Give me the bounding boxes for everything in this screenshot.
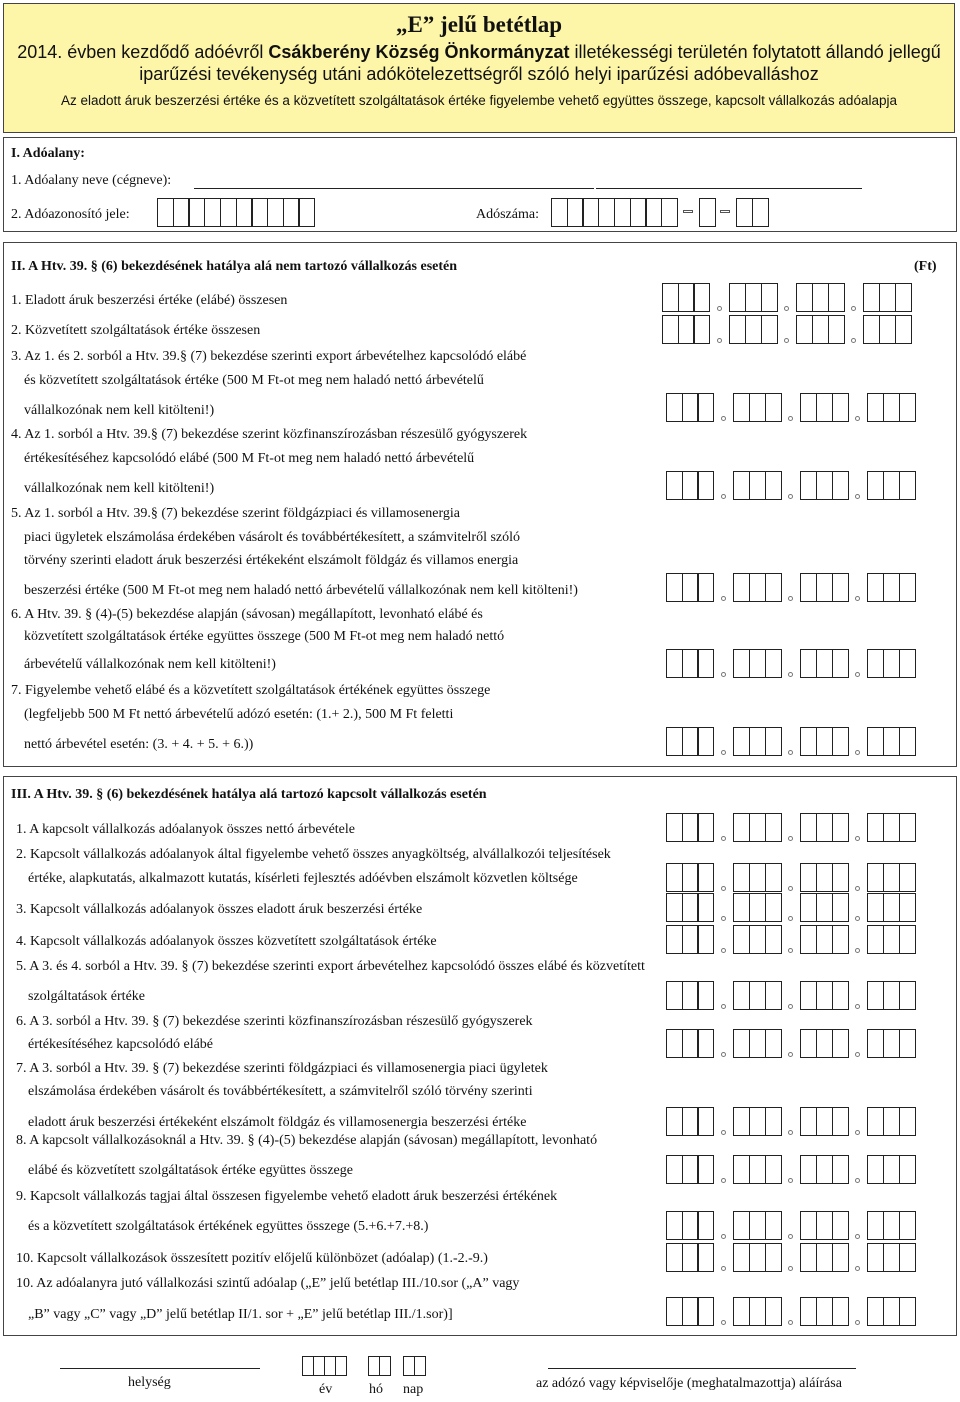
section-2-row-2-text: 2. Közvetített szolgáltatások értéke összesen xyxy=(11,323,261,338)
section-3-row-10-text: 10. Kapcsolt vállalkozások összesített pozitív előjelű különbözet (adóalap) (1.-2.-9.) xyxy=(16,1251,488,1266)
section-2-row-5-amount[interactable] xyxy=(666,573,914,602)
section-2-row-5-text: piaci ügyletek elszámolása érdekében vásárolt és továbbértékesített, a számvitelről szóló xyxy=(24,530,521,545)
section-3-title: III. A Htv. 39. § (6) bekezdésének hatálya alá tartozó kapcsolt vállalkozás esetén xyxy=(11,787,487,802)
form-title: „E” jelű betétlap xyxy=(395,12,563,37)
section-3-row-3-text: 3. Kapcsolt vállalkozás adóalanyok összes eladott áruk beszerzési értéke xyxy=(16,902,423,917)
day-label: nap xyxy=(403,1382,424,1397)
taxpayer-name-field[interactable] xyxy=(194,188,594,189)
section-3-row-5-text: 5. A 3. és 4. sorból a Htv. 39. § (7) bekezdése szerinti export árbevételhez kapcsolódó összes elábé és közvetített xyxy=(16,959,645,974)
section-1-panel xyxy=(3,137,957,232)
section-2-row-4-text: vállalkozónak nem kell kitölteni!) xyxy=(24,481,215,496)
tax-number-field[interactable] xyxy=(551,198,768,227)
place-label: helység xyxy=(128,1375,171,1390)
section-2-row-6-amount[interactable] xyxy=(666,649,914,678)
section-2-row-4-text: értékesítéséhez kapcsolódó elábé (500 M Ft-ot meg nem haladó nettó árbevételű xyxy=(24,451,475,466)
section-3-row-9-text: és a közvetített szolgáltatások értékének együttes összege (5.+6.+7.+8.) xyxy=(28,1219,429,1234)
section-3-row-2-amount[interactable] xyxy=(666,863,914,892)
taxpayer-name-field-2[interactable] xyxy=(596,188,862,189)
section-3-row-6-text: 6. A 3. sorból a Htv. 39. § (7) bekezdése szerinti közfinanszírozásban részesülő gyógyszerek xyxy=(16,1014,533,1029)
section-2-row-7-text: (legfeljebb 500 M Ft nettó árbevételű adózó esetén: (1.+ 2.), 500 M Ft feletti xyxy=(24,707,454,722)
section-2-row-4-text: 4. Az 1. sorból a Htv. 39.§ (7) bekezdése szerint közfinanszírozásban részesülő gyógyszerek xyxy=(11,427,528,442)
section-3-row-5-amount[interactable] xyxy=(666,981,914,1010)
month-label: hó xyxy=(369,1382,383,1397)
section-2-row-6-text: árbevételű vállalkozónak nem kell kitölteni!) xyxy=(24,657,276,672)
section-2-row-3-text: 3. Az 1. és 2. sorból a Htv. 39.§ (7) bekezdése szerinti export árbevételhez kapcsolódó elábé xyxy=(11,349,527,364)
header-panel xyxy=(3,3,955,133)
section-2-row-3-text: és közvetített szolgáltatások értéke (500 M Ft-ot meg nem haladó nettó árbevételű xyxy=(24,373,484,388)
section-3-row-1-amount[interactable] xyxy=(666,813,914,842)
section-2-row-7-text: 7. Figyelembe vehető elábé és a közvetített szolgáltatások értékének együttes összege xyxy=(11,683,491,698)
date-month-field[interactable] xyxy=(368,1356,390,1376)
section-3-row-9-text: 9. Kapcsolt vállalkozás tagjai által összesen figyelembe vehető eladott áruk beszerzési értékének xyxy=(16,1189,558,1204)
section-3-row-1-text: 1. A kapcsolt vállalkozás adóalanyok összes nettó árbevétele xyxy=(16,822,356,837)
tax-id-field[interactable] xyxy=(157,198,314,227)
section-2-row-5-text: törvény szerinti eladott áruk beszerzési értékeként elszámolt földgáz és villamos energia xyxy=(24,553,519,568)
section-2-row-1-amount[interactable] xyxy=(662,283,910,312)
date-year-field[interactable] xyxy=(302,1356,346,1376)
section-3-row-4-amount[interactable] xyxy=(666,925,914,954)
section-2-row-7-text: nettó árbevétel esetén: (3. + 4. + 5. + 6.)) xyxy=(24,737,254,752)
section-2-row-7-amount[interactable] xyxy=(666,727,914,756)
section-3-row-7-amount[interactable] xyxy=(666,1107,914,1136)
section-3-row-7-text: 7. A 3. sorból a Htv. 39. § (7) bekezdése szerinti földgázpiaci és villamosenergia piaci ügyletek xyxy=(16,1061,548,1076)
place-field[interactable] xyxy=(60,1368,260,1369)
section-3-row-6-amount[interactable] xyxy=(666,1029,914,1058)
tax-number-label: Adószáma: xyxy=(476,207,539,222)
header-line-2: iparűzési tevékenység utáni adókötelezettségről szóló helyi iparűzési adóbevalláshoz xyxy=(139,64,819,84)
section-3-row-8-amount[interactable] xyxy=(666,1155,914,1184)
section-3-row-8-text: elábé és közvetített szolgáltatások értéke együttes összege xyxy=(28,1163,353,1178)
section-3-row-7-text: eladott áruk beszerzési értékeként elszámolt földgáz és villamosenergia beszerzési értéke xyxy=(28,1115,527,1130)
header-line-1: 2014. évben kezdődő adóévről Csákberény Község Önkormányzat illetékességi területén folytatott állandó jellegű xyxy=(17,42,941,62)
section-2-row-6-text: 6. A Htv. 39. § (4)-(5) bekezdése alapján (sávosan) megállapított, levonható elábé és xyxy=(11,607,483,622)
date-day-field[interactable] xyxy=(403,1356,425,1376)
section-2-row-5-text: beszerzési értéke (500 M Ft-ot meg nem haladó nettó árbevételű vállalkozónak nem kell kitölteni!) xyxy=(24,583,578,598)
section-2-row-4-amount[interactable] xyxy=(666,471,914,500)
section-3-row-8-text: 8. A kapcsolt vállalkozásoknál a Htv. 39. § (4)-(5) bekezdése alapján (sávosan) megállapított, levonható xyxy=(16,1133,598,1148)
section-3-row-3-amount[interactable] xyxy=(666,893,914,922)
section-3-row-2-text: 2. Kapcsolt vállalkozás adóalanyok által figyelembe vehető összes anyagköltség, alvállalkozói teljesítések xyxy=(16,847,611,862)
section-2-row-6-text: közvetített szolgáltatások értéke együttes összege (500 M Ft-ot meg nem haladó nettó xyxy=(24,629,505,644)
section-2-title: II. A Htv. 39. § (6) bekezdésének hatálya alá nem tartozó vállalkozás esetén xyxy=(11,259,458,274)
section-3-row-11-amount[interactable] xyxy=(666,1297,914,1326)
section-3-row-11-text: „B” vagy „C” vagy „D” jelű betétlap II/1. sor + „E” jelű betétlap III./1.sor)] xyxy=(28,1307,453,1322)
section-2-row-1-text: 1. Eladott áruk beszerzési értéke (elábé) összesen xyxy=(11,293,288,308)
taxpayer-name-label: 1. Adóalany neve (cégneve): xyxy=(11,173,172,188)
tax-id-label: 2. Adóazonosító jele: xyxy=(11,207,130,222)
section-3-row-9-amount[interactable] xyxy=(666,1211,914,1240)
section-2-row-3-amount[interactable] xyxy=(666,393,914,422)
section-2-row-5-text: 5. Az 1. sorból a Htv. 39.§ (7) bekezdése szerint földgázpiaci és villamosenergia xyxy=(11,506,461,521)
section-2-row-3-text: vállalkozónak nem kell kitölteni!) xyxy=(24,403,215,418)
section-3-panel xyxy=(3,776,957,1336)
signature-label: az adózó vagy képviselője (meghatalmazottja) aláírása xyxy=(536,1376,842,1391)
section-1-title: I. Adóalany: xyxy=(11,146,85,161)
currency-unit: (Ft) xyxy=(914,259,937,274)
section-3-row-4-text: 4. Kapcsolt vállalkozás adóalanyok összes közvetített szolgáltatások értéke xyxy=(16,934,437,949)
section-3-row-2-text: értéke, alapkutatás, alkalmazott kutatás, kísérleti fejlesztés adóévben elszámolt közvetlen költsége xyxy=(28,871,578,886)
year-label: év xyxy=(319,1382,333,1397)
signature-field[interactable] xyxy=(548,1368,856,1369)
header-line-3: Az eladott áruk beszerzési értéke és a közvetített szolgáltatások értéke figyelembe vehető együttes összege, kapcsolt vállalkozás adóalapja xyxy=(61,93,897,108)
section-3-row-6-text: értékesítéséhez kapcsolódó elábé xyxy=(28,1037,214,1052)
section-2-row-2-amount[interactable] xyxy=(662,315,910,344)
section-3-row-10-amount[interactable] xyxy=(666,1243,914,1272)
section-3-row-11-text: 10. Az adóalanyra jutó vállalkozási szintű adóalap („E” jelű betétlap III./10.sor („A” vagy xyxy=(16,1276,520,1291)
section-2-panel xyxy=(3,242,957,767)
section-3-row-7-text: elszámolása érdekében vásárolt és továbbértékesített, a számvitelről szóló törvény szerinti xyxy=(28,1084,533,1099)
section-3-row-5-text: szolgáltatások értéke xyxy=(28,989,146,1004)
